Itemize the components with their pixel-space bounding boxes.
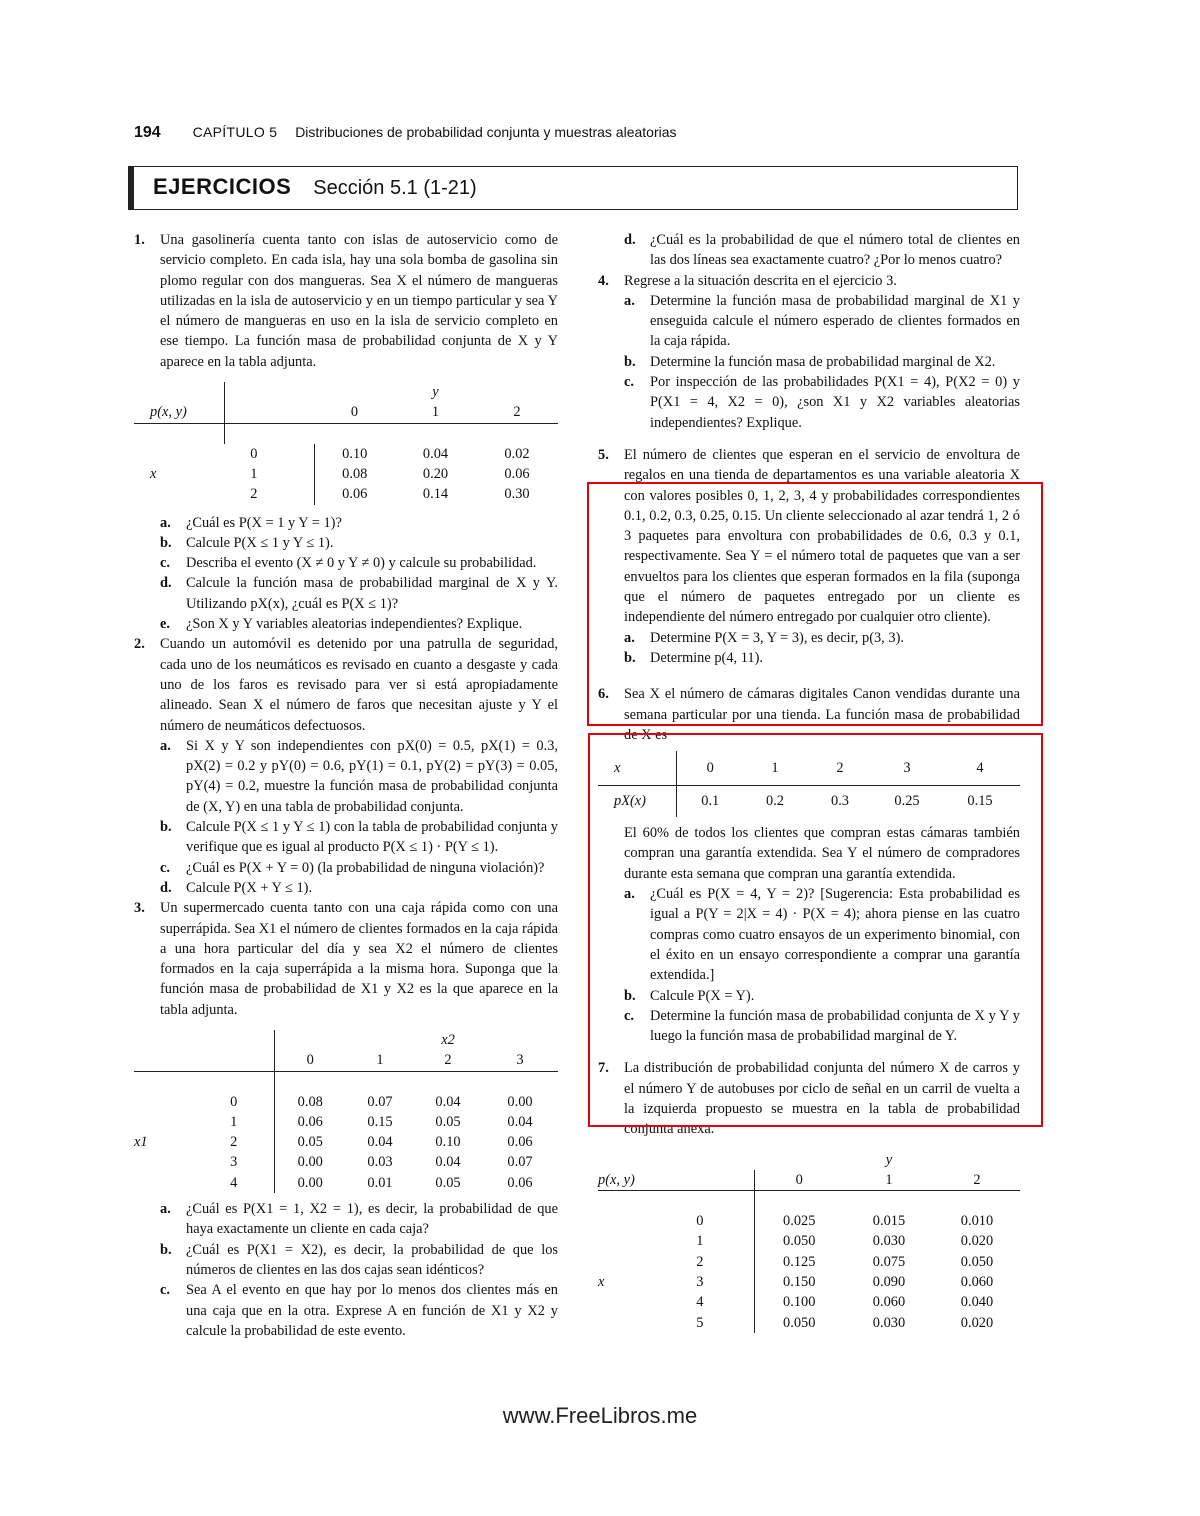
x-value: 4 (940, 751, 1020, 785)
exercise-part: c. Determine la función masa de probabilidad conjunta de X y Y y luego la función masa de probabilidad marginal de Y. (624, 1007, 1020, 1045)
exercise-part: a. ¿Cuál es P(X = 1 y Y = 1)? (160, 514, 342, 531)
left-column (134, 230, 558, 1341)
col-header: 0 (274, 1050, 346, 1071)
col-variable: x2 (441, 1031, 455, 1048)
exercise-part: b. ¿Cuál es P(X1 = X2), es decir, la probabilidad de que los números de clientes en las dos cajas sean idénticos? (160, 1241, 558, 1278)
exercise-text-continued: El 60% de todos los clientes que compran estas cámaras también compran una garantía extendida. Sea Y el número de compradores durante esta semana que compran una garantía extendida. (624, 825, 1020, 882)
col-header: 2 (414, 1050, 482, 1071)
exercise-text: El número de clientes que esperan en el servicio de envoltura de regalos en una tienda de departamentos es una variable aleatoria X con valores posibles 0, 1, 2, 3, 4 y probabilidades correspondientes 0.1, 0.2, 0.3, 0.25, 0.15. Un cliente seleccionado al azar tendrá 1, 2 ó 3 paquetes para envoltura con probabilidades de 0.6, 0.3 y 0.1, respectivamente. Sea Y = el número total de paquetes que van a ser envueltos para los clientes que esperan formados en la fila (suponga que el número de paquetes entregado por un cliente es independiente del número entregado por cualquier otro cliente). (624, 446, 1020, 626)
exercise-number: 4. (598, 272, 609, 289)
exercise-part: a. Determine la función masa de probabilidad marginal de X1 y enseguida calcule el número esperado de clientes formados en la caja rápida. (624, 292, 1020, 350)
exercise-text: La distribución de probabilidad conjunta del número X de carros y el número Y de autobuses por ciclo de señal en un carril de vuelta a la izquierda propuesto se muestra en la tabla de probabilidad conjunta anexa. (624, 1060, 1020, 1138)
exercise-text: Un supermercado cuenta tanto con una caja rápida como con una superrápida. Sea X1 el número de clientes formados en la caja rápida a una hora particular del día y sea X2 el número de clientes formados en la caja superrápida a la misma hora. Suponga que la función masa de probabilidad de X1 y X2 es la que aparece en la tabla adjunta. (160, 900, 558, 1018)
col-header: 1 (395, 402, 476, 423)
table-row: 2 0.06 0.14 0.30 (134, 484, 558, 504)
exercise-part: c. Sea A el evento en que hay por lo menos dos clientes más en una caja que en la otra. Exprese A en función de X1 y X2 y calcule la probabilidad de este evento. (160, 1282, 558, 1339)
x-value: 2 (806, 751, 874, 785)
p-value: 0.15 (967, 793, 993, 810)
exercise-part: c. Por inspección de las probabilidades P(X1 = 4), P(X2 = 0) y P(X1 = 4, X2 = 0), ¿son X1 y X2 variables aleatorias independientes? Explique. (624, 374, 1020, 431)
table-row: x 3 0.150 0.090 0.060 (598, 1272, 1020, 1292)
row-variable: x (150, 465, 157, 482)
col-header: 0 (314, 402, 395, 423)
exercise-part: c. Describa el evento (X ≠ 0 y Y ≠ 0) y calcule su probabilidad. (160, 555, 537, 572)
col-variable: y (432, 384, 439, 401)
exercise-number: 3. (134, 900, 145, 917)
table-corner-label: p(x, y) (150, 404, 187, 421)
chapter-title: Distribuciones de probabilidad conjunta y muestras aleatorias (295, 124, 677, 140)
banner-section: Sección 5.1 (1-21) (313, 177, 477, 199)
table-row: 0 0.10 0.04 0.02 (134, 444, 558, 464)
exercise-4 (598, 271, 1020, 433)
exercise-2 (134, 634, 558, 898)
exercise-part: e. ¿Son X y Y variables aleatorias independientes? Explique. (160, 616, 523, 633)
banner-bar (129, 167, 134, 209)
exercise-part: a. Determine P(X = 3, Y = 3), es decir, p(3, 3). (624, 629, 904, 646)
exercise-part: d. ¿Cuál es la probabilidad de que el número total de clientes en las dos líneas sea exactamente cuatro? ¿Por lo menos cuatro? (624, 232, 1020, 269)
row-variable: x (598, 1274, 605, 1291)
col-header: 2 (934, 1170, 1020, 1191)
joint-table-7 (598, 1150, 1020, 1333)
table-row: 1 0.050 0.030 0.020 (598, 1231, 1020, 1251)
p-value: 0.1 (676, 785, 744, 817)
watermark: www.FreeLibros.me (502, 1403, 698, 1428)
exercise-part: b. Calcule P(X ≤ 1 y Y ≤ 1). (160, 534, 334, 551)
exercise-part: d. Calcule la función masa de probabilidad marginal de X y Y. Utilizando pX(x), ¿cuál es P(X ≤ 1)? (160, 575, 558, 612)
page-header (134, 124, 677, 142)
table-row: 0 0.025 0.015 0.010 (598, 1211, 1020, 1231)
col-header: 1 (346, 1050, 414, 1071)
exercise-1 (134, 230, 558, 634)
table-row: 1 0.06 0.15 0.05 0.04 (134, 1112, 558, 1132)
table-corner-label: p(x, y) (598, 1171, 635, 1188)
x-value: 3 (874, 751, 940, 785)
highlight-box-exercise-5 (587, 482, 1043, 726)
exercise-text: Cuando un automóvil es detenido por una patrulla de seguridad, cada uno de los neumáticos es revisado en cuanto a desgaste y cada uno de los faros es revisado para ver si está apropiadamente alineado. Sean X el número de faros que necesitan ajuste y Y el número de neumáticos defectuosos. (160, 636, 558, 734)
joint-table-3 (134, 1030, 558, 1193)
table-row: x1 2 0.05 0.04 0.10 0.06 (134, 1132, 558, 1152)
table-row: x 1 0.08 0.20 0.06 (134, 464, 558, 484)
table-row: 4 0.00 0.01 0.05 0.06 (134, 1173, 558, 1193)
highlight-box-exercise-6 (588, 733, 1043, 1127)
table-row: 4 0.100 0.060 0.040 (598, 1292, 1020, 1312)
col-header: 3 (482, 1050, 558, 1071)
exercise-part: b. Calcule P(X ≤ 1 y Y ≤ 1) con la tabla de probabilidad conjunta y verifique que es igual al producto P(X ≤ 1) · P(Y ≤ 1). (160, 819, 558, 856)
row-variable: x1 (134, 1134, 148, 1151)
exercise-part: a. Si X y Y son independientes con pX(0) = 0.5, pX(1) = 0.3, pX(2) = 0.2 y pY(0) = 0.6, pY(1) = 0.1, pY(2) = pY(3) = 0.05, pY(4) = 0.2, muestre la función masa de probabilidad conjunta de (X, Y) en una tabla de probabilidad conjunta. (160, 737, 558, 815)
exercise-part: a. ¿Cuál es P(X = 4, Y = 2)? [Sugerencia: Esta probabilidad es igual a P(Y = 2|X = 4) · P(X = 4); ahora piense en las cuatro compras como cuatro ensayos de un experimento binomial, con el éxito en un ensayo correspondiente a comprar una garantía extendida.] (624, 886, 1020, 984)
exercise-part: c. ¿Cuál es P(X + Y = 0) (la probabilidad de ninguna violación)? (160, 859, 545, 876)
col-header: 0 (754, 1170, 844, 1191)
exercise-part: a. ¿Cuál es P(X1 = 1, X2 = 1), es decir, la probabilidad de que haya exactamente un cliente en cada caja? (160, 1201, 558, 1238)
exercise-number: 5. (598, 446, 609, 463)
col-variable: y (885, 1151, 893, 1168)
col-header: 2 (476, 402, 558, 423)
p-value: 0.2 (766, 793, 784, 810)
chapter-label: CAPÍTULO 5 (192, 124, 278, 140)
table-row: 5 0.050 0.030 0.020 (598, 1313, 1020, 1333)
exercise-text: Sea X el número de cámaras digitales Canon vendidas durante una semana particular por una tienda. La función masa de probabilidad de X es (624, 686, 1020, 743)
row-label-x: x (614, 759, 621, 776)
exercise-part: b. Calcule P(X = Y). (624, 987, 755, 1004)
banner-label: EJERCICIOS (153, 174, 292, 199)
p-value: 0.3 (831, 793, 849, 810)
exercise-part: b. Determine p(4, 11). (624, 649, 763, 666)
exercise-3 (134, 898, 558, 1341)
row-label-px: pX(x) (614, 793, 646, 810)
exercise-part: b. Determine la función masa de probabilidad marginal de X2. (624, 353, 996, 370)
exercise-number: 1. (134, 232, 145, 248)
table-row: 3 0.00 0.03 0.04 0.07 (134, 1152, 558, 1172)
table-row: 0 0.08 0.07 0.04 0.00 (134, 1092, 558, 1112)
exercise-part: d. Calcule P(X + Y ≤ 1). (160, 879, 313, 896)
exercise-text: Regrese a la situación descrita en el ejercicio 3. (624, 272, 897, 289)
exercise-number: 7. (598, 1060, 609, 1077)
page-number: 194 (134, 124, 161, 141)
col-header: 1 (844, 1170, 934, 1191)
joint-table-1 (134, 382, 558, 504)
exercise-text: Una gasolinería cuenta tanto con islas de autoservicio como de servicio completo. En cada isla, hay una sola bomba de gasolina sin plomo regular con dos mangueras. Sea X el número de mangueras utilizadas en la isla de autoservicio y en un tiempo particular y sea Y el número de mangueras en uso en la isla de servicio completo en ese tiempo. La función masa de probabilidad conjunta de X y Y aparece en la tabla adjunta. (160, 232, 558, 370)
exercise-number: 2. (134, 636, 145, 653)
p-value: 0.25 (894, 793, 920, 810)
section-banner (128, 166, 1018, 210)
x-value: 0 (676, 751, 744, 785)
exercise-number: 6. (598, 686, 609, 703)
x-value: 1 (744, 751, 806, 785)
table-row: 2 0.125 0.075 0.050 (598, 1252, 1020, 1272)
